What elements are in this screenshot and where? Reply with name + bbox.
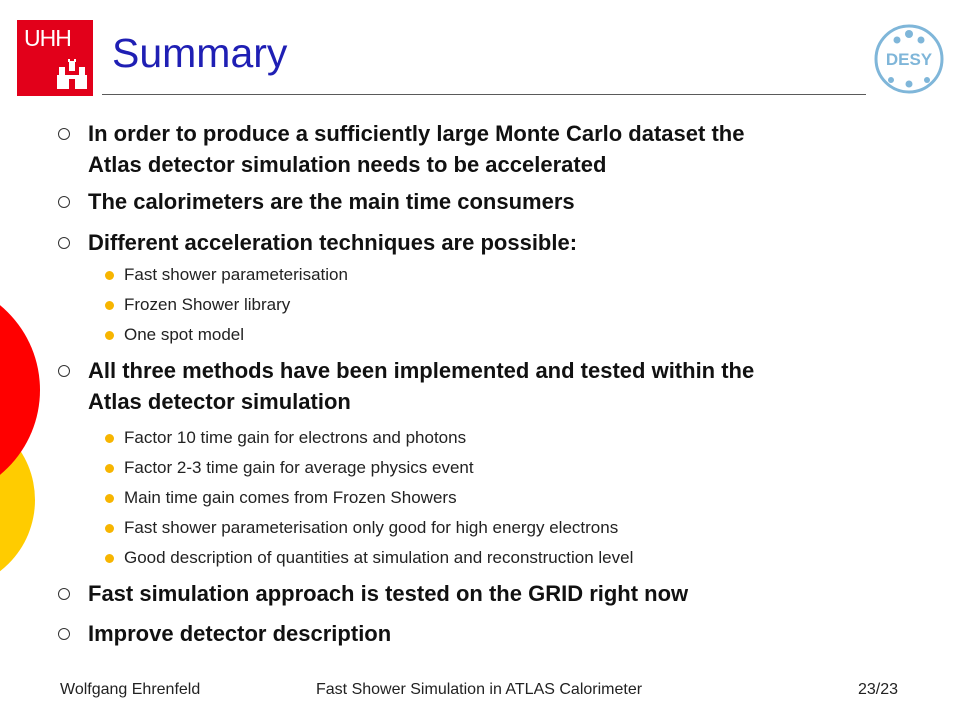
bullet-text: Atlas detector simulation: [88, 389, 351, 414]
bullet-dot-icon: [105, 494, 114, 503]
bullet-dot-icon: [105, 554, 114, 563]
uhh-logo-text: UHH: [24, 25, 71, 51]
bullet-item: [88, 227, 908, 258]
bullet-text: Different acceleration techniques are possible:: [88, 230, 578, 255]
footer-page-number: 23/23: [858, 681, 899, 698]
sub-bullet-text: One spot model: [124, 325, 245, 344]
sub-bullet-item: [124, 458, 884, 478]
bullet-dot-icon: [105, 434, 114, 443]
bullet-dot-icon: [105, 301, 114, 310]
bullet-item: [88, 355, 908, 417]
sub-bullet-text: Main time gain comes from Frozen Showers: [124, 488, 457, 507]
uhh-logo: [17, 20, 93, 96]
sub-bullet-text: Frozen Shower library: [124, 295, 291, 314]
bullet-ring-icon: [58, 237, 70, 249]
sub-bullet-item: [124, 488, 884, 508]
desy-logo-text: DESY: [885, 50, 933, 69]
sub-bullet-text: Fast shower parameterisation: [124, 265, 348, 284]
bullet-text: Atlas detector simulation needs to be accelerated: [88, 152, 607, 177]
bullet-text: Fast simulation approach is tested on the GRID right now: [88, 581, 689, 606]
bullet-dot-icon: [105, 464, 114, 473]
bullet-ring-icon: [58, 128, 70, 140]
sub-bullet-text: Factor 10 time gain for electrons and photons: [124, 428, 467, 447]
sub-bullet-text: Good description of quantities at simulation and reconstruction level: [124, 548, 634, 567]
bullet-item: [88, 618, 908, 649]
bullet-item: [88, 118, 908, 180]
bullet-dot-icon: [105, 331, 114, 340]
bullet-dot-icon: [105, 271, 114, 280]
bullet-text: The calorimeters are the main time consumers: [88, 189, 575, 214]
bullet-text: All three methods have been implemented and tested within the: [88, 358, 755, 383]
footer-author: Wolfgang Ehrenfeld: [60, 681, 201, 698]
sub-bullet-item: [124, 548, 884, 568]
sub-bullet-item: [124, 265, 884, 285]
bullet-text: In order to produce a sufficiently large Monte Carlo dataset the: [88, 121, 745, 146]
bullet-ring-icon: [58, 365, 70, 377]
sub-bullet-item: [124, 428, 884, 448]
sub-bullet-item: [124, 295, 884, 315]
title-divider: [102, 94, 866, 95]
decorative-circles: [0, 0, 60, 720]
bullet-text: Improve detector description: [88, 621, 392, 646]
castle-icon: [55, 57, 89, 91]
slide-title: Summary: [112, 30, 288, 76]
bullet-ring-icon: [58, 628, 70, 640]
bullet-item: [88, 578, 908, 609]
bullet-dot-icon: [105, 524, 114, 533]
desy-logo: [873, 20, 945, 98]
sub-bullet-text: Fast shower parameterisation only good for high energy electrons: [124, 518, 619, 537]
sub-bullet-text: Factor 2-3 time gain for average physics event: [124, 458, 474, 477]
bullet-ring-icon: [58, 588, 70, 600]
footer-talk-title: Fast Shower Simulation in ATLAS Calorimeter: [316, 681, 643, 698]
sub-bullet-item: [124, 325, 884, 345]
bullet-ring-icon: [58, 196, 70, 208]
sub-bullet-item: [124, 518, 884, 538]
bullet-item: [88, 186, 908, 217]
